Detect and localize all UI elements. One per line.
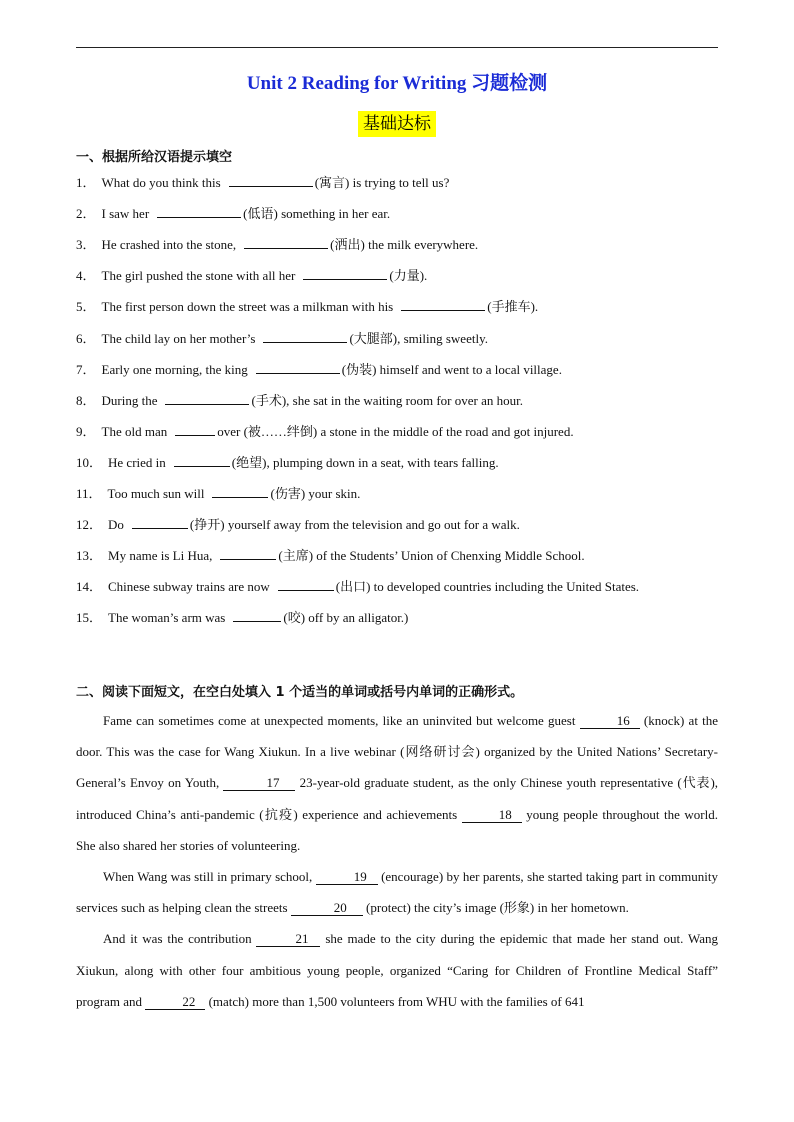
- question-text: The girl pushed the stone with all her: [101, 268, 296, 284]
- question-text: He cried in: [108, 454, 166, 470]
- question-number: 13．: [76, 548, 103, 564]
- question-hint: (手术), she sat in the waiting room for over an hour.: [251, 392, 523, 408]
- answer-blank[interactable]: [263, 342, 347, 343]
- question-number: 11．: [76, 486, 102, 501]
- question-item: [76, 296, 716, 315]
- answer-blank[interactable]: [174, 466, 230, 467]
- question-hint: (洒出) the milk everywhere.: [330, 237, 479, 253]
- question-hint: (手推车).: [487, 299, 539, 315]
- answer-blank[interactable]: [157, 217, 241, 218]
- question-item: [76, 172, 716, 191]
- question-text: What do you think this: [101, 175, 221, 190]
- question-text: The first person down the street was a milkman with his: [101, 299, 394, 315]
- question-number: 8．: [76, 392, 96, 408]
- paragraph-2: [76, 861, 718, 923]
- question-text: During the: [101, 392, 158, 408]
- paragraph-text: (encourage) by her parents, she started taking part in community services such as helping clean the streets: [76, 869, 719, 916]
- question-number: 2．: [76, 206, 96, 222]
- question-item: [76, 234, 716, 253]
- question-item: [76, 545, 716, 564]
- question-hint: over (被……绊倒) a stone in the middle of the road and got injured.: [217, 423, 574, 439]
- question-item: [76, 452, 716, 471]
- answer-blank[interactable]: [401, 310, 485, 311]
- answer-blank-17[interactable]: 17: [223, 776, 295, 791]
- question-item: [76, 359, 716, 378]
- answer-blank[interactable]: [278, 590, 334, 591]
- answer-blank[interactable]: [132, 528, 188, 529]
- question-number: 4．: [76, 268, 96, 284]
- section2-heading: 二、阅读下面短文，在空白处填入 1 个适当的单词或括号内单词的正确形式。: [76, 685, 524, 700]
- question-text: I saw her: [101, 206, 150, 222]
- question-hint: (大腿部), smiling sweetly.: [349, 330, 488, 346]
- paragraph-text: she made to the city during the epidemic that made her stand out. Wang Xiukun, along with other four ambitious young people, organized “Caring for Children of Frontline Medical Staff” program and: [76, 931, 718, 1009]
- page-title: Unit 2 Reading for Writing 习题检测: [246, 73, 548, 94]
- question-text: The old man: [101, 423, 168, 439]
- question-hint: (寓言) is trying to tell us?: [314, 175, 450, 190]
- question-text: Chinese subway trains are now: [108, 579, 270, 595]
- question-number: 14．: [76, 579, 103, 595]
- level-badge: 基础达标: [358, 111, 436, 137]
- reading-passage: [76, 705, 718, 1017]
- question-hint: (绝望), plumping down in a seat, with tears falling.: [231, 454, 499, 470]
- answer-blank-19[interactable]: 19: [316, 870, 378, 885]
- answer-blank[interactable]: [244, 248, 328, 249]
- question-number: 5．: [76, 299, 96, 315]
- question-hint: (咬) off by an alligator.): [283, 610, 409, 626]
- answer-blank[interactable]: [229, 186, 313, 187]
- paragraph-3: [76, 923, 718, 1017]
- question-hint: (伤害) your skin.: [270, 486, 361, 501]
- paragraph-text: When Wang was still in primary school,: [103, 869, 313, 885]
- answer-blank[interactable]: [256, 373, 340, 374]
- answer-blank[interactable]: [212, 497, 268, 498]
- question-number: 1．: [76, 175, 96, 190]
- question-number: 10．: [76, 454, 103, 470]
- question-number: 12．: [76, 517, 103, 533]
- question-item: [76, 607, 716, 626]
- answer-blank-18[interactable]: 18: [462, 808, 522, 823]
- question-hint: (挣开) yourself away from the television and go out for a walk.: [189, 517, 520, 533]
- question-text: Do: [108, 517, 124, 533]
- question-item: [76, 265, 716, 284]
- paragraph-text: (protect) the city’s image (形象) in her hometown.: [366, 900, 629, 916]
- answer-blank[interactable]: [220, 559, 276, 560]
- paragraph-text: (knock) at the door. This was the case for Wang Xiukun. In a live webinar (网络研讨会) organized by the United Nations’ Secretary-General’s Envoy on Youth,: [76, 713, 719, 791]
- answer-blank[interactable]: [175, 435, 215, 436]
- question-number: 3．: [76, 237, 96, 253]
- question-item: [76, 483, 716, 502]
- question-text: The child lay on her mother’s: [101, 330, 256, 346]
- question-text: The woman’s arm was: [108, 610, 226, 626]
- header-rule: [76, 47, 718, 48]
- question-item: [76, 390, 716, 409]
- question-number: 7．: [76, 361, 96, 377]
- question-hint: (低语) something in her ear.: [243, 206, 391, 222]
- answer-blank[interactable]: [303, 279, 387, 280]
- paragraph-text: 23-year-old graduate student, as the only Chinese youth representative (代表), introduced China’s anti-pandemic (抗疫) experience and achievements: [76, 775, 719, 822]
- answer-blank[interactable]: [165, 404, 249, 405]
- question-text: Too much sun will: [107, 486, 205, 501]
- answer-blank-16[interactable]: 16: [580, 714, 640, 729]
- answer-blank[interactable]: [233, 621, 281, 622]
- question-number: 6．: [76, 330, 96, 346]
- paragraph-text: young people throughout the world. She also shared her stories of volunteering.: [76, 806, 719, 853]
- answer-blank-22[interactable]: 22: [145, 995, 205, 1010]
- section1-heading: 一、根据所给汉语提示填空: [76, 150, 233, 165]
- paragraph-text: (match) more than 1,500 volunteers from WHU with the families of 641: [208, 993, 585, 1009]
- answer-blank-21[interactable]: 21: [256, 932, 320, 947]
- question-hint: (主席) of the Students’ Union of Chenxing Middle School.: [278, 548, 585, 564]
- question-text: He crashed into the stone,: [101, 237, 237, 253]
- question-item: [76, 328, 716, 347]
- question-number: 15．: [76, 610, 103, 626]
- answer-blank-20[interactable]: 20: [291, 901, 363, 916]
- paragraph-1: [76, 705, 718, 861]
- question-hint: (出口) to developed countries including the United States.: [335, 579, 640, 595]
- question-item: [76, 514, 716, 533]
- question-item: [76, 421, 716, 440]
- question-hint: (伪装) himself and went to a local village.: [341, 361, 562, 377]
- question-text: My name is Li Hua,: [108, 548, 213, 564]
- question-hint: (力量).: [389, 268, 428, 284]
- question-item: [76, 203, 716, 222]
- question-text: Early one morning, the king: [101, 361, 248, 377]
- question-item: [76, 576, 716, 595]
- paragraph-text: And it was the contribution: [103, 931, 252, 947]
- paragraph-text: Fame can sometimes come at unexpected moments, like an uninvited but welcome guest: [103, 713, 576, 728]
- question-number: 9．: [76, 423, 96, 439]
